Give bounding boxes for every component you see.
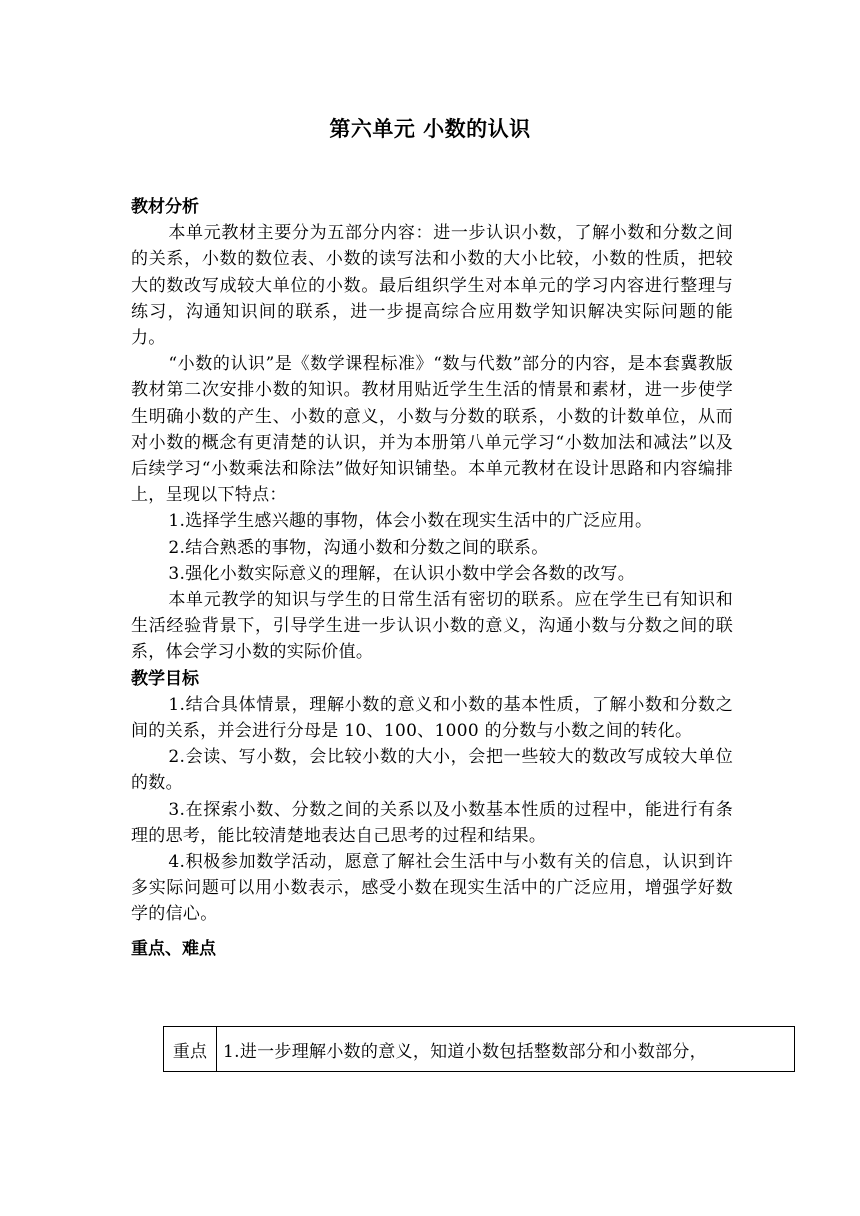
section-heading-analysis: 教材分析 [131,197,199,217]
analysis-paragraph-2: “小数的认识”是《数学课程标准》“数与代数”部分的内容，是本套冀教版教材第二次安排小数的知识。教材用贴近学生生活的情景和素材，进一步使学生明确小数的产生、小数的意义，小数与分数的联系，小数的计数单位，从而对小数的概念有更清楚的认识，并为本册第八单元学习“小数加法和减法”以及后续学习“小数乘法和除法”做好知识铺垫。本单元教材在设计思路和内容编排上，呈现以下特点： [131,354,733,506]
page-title: 第六单元 小数的认识 [329,117,531,141]
analysis-point-2: 2.结合熟悉的事物，沟通小数和分数之间的联系。 [168,537,549,558]
analysis-paragraph-1: 本单元教材主要分为五部分内容：进一步认识小数，了解小数和分数之间的关系，小数的数位表、小数的读写法和小数的大小比较，小数的性质，把较大的数改写成较大单位的小数。最后组织学生对本单元的学习内容进行整理与练习，沟通知识间的联系，进一步提高综合应用数学知识解决实际问题的能力。 [131,223,733,349]
objective-item-1: 1.结合具体情景，理解小数的意义和小数的基本性质，了解小数和分数之间的关系，并会进行分母是 10、100、1000 的分数与小数之间的转化。 [131,694,733,742]
objective-item-4: 4.积极参加数学活动，愿意了解社会生活中与小数有关的信息，认识到许多实际问题可以用小数表示，感受小数在现实生活中的广泛应用，增强学好数学的信心。 [131,852,733,925]
table-cell-label: 重点 [164,1027,217,1072]
document-body [131,194,733,962]
analysis-point-3: 3.强化小数实际意义的理解，在认识小数中学会各数的改写。 [168,563,636,584]
table-cell-content: 1.进一步理解小数的意义，知道小数包括整数部分和小数部分， [217,1027,795,1072]
analysis-point-1: 1.选择学生感兴趣的事物，体会小数在现实生活中的广泛应用。 [168,511,653,532]
objective-item-2: 2.会读、写小数，会比较小数的大小，会把一些较大的数改写成较大单位的数。 [131,747,733,794]
key-points-table [163,1026,795,1072]
section-heading-key-points: 重点、难点 [131,938,216,959]
table-row [164,1027,795,1072]
objective-item-3: 3.在探索小数、分数之间的关系以及小数基本性质的过程中，能进行有条理的思考，能比较清楚地表达自己思考的过程和结果。 [131,799,733,846]
analysis-closing-paragraph: 本单元教学的知识与学生的日常生活有密切的联系。应在学生已有知识和生活经验背景下，引导学生进一步认识小数的意义，沟通小数与分数之间的联系，体会学习小数的实际价值。 [131,590,733,663]
section-heading-objectives: 教学目标 [131,668,199,689]
